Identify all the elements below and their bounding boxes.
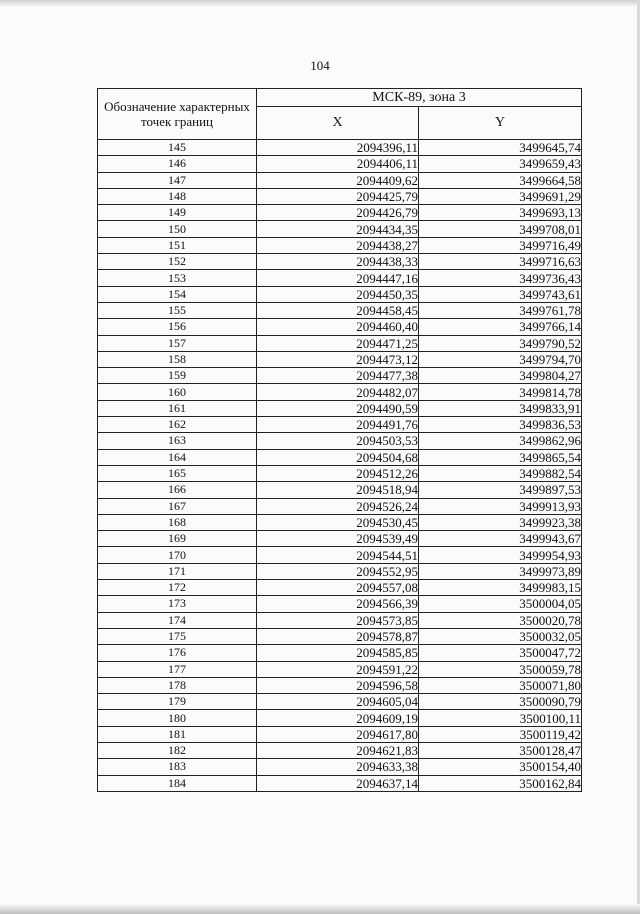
x-coordinate-cell: 2094573,85: [257, 612, 419, 628]
header-y: Y: [419, 107, 582, 140]
y-coordinate-cell: 3499693,13: [419, 205, 582, 221]
x-coordinate-cell: 2094552,95: [257, 563, 419, 579]
table-row: [98, 694, 582, 710]
point-label-cell: 181: [98, 726, 257, 742]
y-coordinate-cell: 3499804,27: [419, 368, 582, 384]
table-row: [98, 270, 582, 286]
point-label-cell: 176: [98, 645, 257, 661]
x-coordinate-cell: 2094512,26: [257, 465, 419, 481]
y-coordinate-cell: 3499836,53: [419, 417, 582, 433]
y-coordinate-cell: 3500047,72: [419, 645, 582, 661]
x-coordinate-cell: 2094458,45: [257, 302, 419, 318]
y-coordinate-cell: 3499943,67: [419, 531, 582, 547]
table-row: [98, 368, 582, 384]
table-row: [98, 710, 582, 726]
x-coordinate-cell: 2094426,79: [257, 205, 419, 221]
y-coordinate-cell: 3499865,54: [419, 449, 582, 465]
coordinates-table: [97, 88, 582, 792]
point-label-cell: 153: [98, 270, 257, 286]
x-coordinate-cell: 2094621,83: [257, 742, 419, 758]
table-row: [98, 188, 582, 204]
y-coordinate-cell: 3499691,29: [419, 188, 582, 204]
y-coordinate-cell: 3500154,40: [419, 759, 582, 775]
point-label-cell: 171: [98, 563, 257, 579]
y-coordinate-cell: 3499794,70: [419, 351, 582, 367]
x-coordinate-cell: 2094490,59: [257, 400, 419, 416]
x-coordinate-cell: 2094633,38: [257, 759, 419, 775]
table-row: [98, 628, 582, 644]
x-coordinate-cell: 2094491,76: [257, 417, 419, 433]
y-coordinate-cell: 3499954,93: [419, 547, 582, 563]
point-label-cell: 183: [98, 759, 257, 775]
point-label-cell: 180: [98, 710, 257, 726]
y-coordinate-cell: 3499664,58: [419, 172, 582, 188]
table-row: [98, 661, 582, 677]
y-coordinate-cell: 3499645,74: [419, 140, 582, 156]
header-x: X: [257, 107, 419, 140]
table-row: [98, 140, 582, 156]
point-label-cell: 147: [98, 172, 257, 188]
x-coordinate-cell: 2094518,94: [257, 482, 419, 498]
y-coordinate-cell: 3499814,78: [419, 384, 582, 400]
y-coordinate-cell: 3500162,84: [419, 775, 582, 791]
x-coordinate-cell: 2094409,62: [257, 172, 419, 188]
point-label-cell: 175: [98, 628, 257, 644]
header-point-label: Обозначение характерных точек границ: [98, 89, 257, 140]
y-coordinate-cell: 3500059,78: [419, 661, 582, 677]
y-coordinate-cell: 3499790,52: [419, 335, 582, 351]
x-coordinate-cell: 2094544,51: [257, 547, 419, 563]
table-row: [98, 156, 582, 172]
table-row: [98, 417, 582, 433]
table-row: [98, 726, 582, 742]
table-row: [98, 319, 582, 335]
table-row: [98, 612, 582, 628]
point-label-cell: 157: [98, 335, 257, 351]
table-row: [98, 172, 582, 188]
point-label-cell: 179: [98, 694, 257, 710]
y-coordinate-cell: 3500032,05: [419, 628, 582, 644]
x-coordinate-cell: 2094609,19: [257, 710, 419, 726]
table-row: [98, 563, 582, 579]
y-coordinate-cell: 3500020,78: [419, 612, 582, 628]
x-coordinate-cell: 2094585,85: [257, 645, 419, 661]
x-coordinate-cell: 2094396,11: [257, 140, 419, 156]
point-label-cell: 178: [98, 677, 257, 693]
x-coordinate-cell: 2094591,22: [257, 661, 419, 677]
x-coordinate-cell: 2094473,12: [257, 351, 419, 367]
point-label-cell: 146: [98, 156, 257, 172]
y-coordinate-cell: 3499913,93: [419, 498, 582, 514]
point-label-cell: 164: [98, 449, 257, 465]
table-row: [98, 335, 582, 351]
y-coordinate-cell: 3499897,53: [419, 482, 582, 498]
table-row: [98, 580, 582, 596]
y-coordinate-cell: 3499983,15: [419, 580, 582, 596]
table-row: [98, 514, 582, 530]
x-coordinate-cell: 2094425,79: [257, 188, 419, 204]
table-row: [98, 205, 582, 221]
table-row: [98, 596, 582, 612]
x-coordinate-cell: 2094406,11: [257, 156, 419, 172]
x-coordinate-cell: 2094438,33: [257, 254, 419, 270]
point-label-cell: 160: [98, 384, 257, 400]
table-row: [98, 498, 582, 514]
table-row: [98, 449, 582, 465]
table-row: [98, 677, 582, 693]
table-row: [98, 221, 582, 237]
y-coordinate-cell: 3500090,79: [419, 694, 582, 710]
point-label-cell: 152: [98, 254, 257, 270]
x-coordinate-cell: 2094557,08: [257, 580, 419, 596]
y-coordinate-cell: 3499833,91: [419, 400, 582, 416]
x-coordinate-cell: 2094503,53: [257, 433, 419, 449]
x-coordinate-cell: 2094438,27: [257, 237, 419, 253]
x-coordinate-cell: 2094578,87: [257, 628, 419, 644]
point-label-cell: 173: [98, 596, 257, 612]
point-label-cell: 155: [98, 302, 257, 318]
x-coordinate-cell: 2094596,58: [257, 677, 419, 693]
point-label-cell: 159: [98, 368, 257, 384]
y-coordinate-cell: 3499716,49: [419, 237, 582, 253]
table-row: [98, 645, 582, 661]
x-coordinate-cell: 2094434,35: [257, 221, 419, 237]
table-row: [98, 759, 582, 775]
scan-edge-top: [0, 0, 640, 7]
x-coordinate-cell: 2094566,39: [257, 596, 419, 612]
point-label-cell: 172: [98, 580, 257, 596]
point-label-cell: 161: [98, 400, 257, 416]
page-number: 104: [310, 58, 330, 73]
point-label-cell: 177: [98, 661, 257, 677]
y-coordinate-cell: 3499973,89: [419, 563, 582, 579]
x-coordinate-cell: 2094477,38: [257, 368, 419, 384]
table-row: [98, 237, 582, 253]
header-coordinate-system: МСК-89, зона 3: [257, 89, 582, 107]
x-coordinate-cell: 2094530,45: [257, 514, 419, 530]
y-coordinate-cell: 3499761,78: [419, 302, 582, 318]
point-label-cell: 182: [98, 742, 257, 758]
point-label-cell: 154: [98, 286, 257, 302]
scan-edge-bottom: [0, 904, 640, 914]
y-coordinate-cell: 3500119,42: [419, 726, 582, 742]
y-coordinate-cell: 3499743,61: [419, 286, 582, 302]
point-label-cell: 170: [98, 547, 257, 563]
point-label-cell: 148: [98, 188, 257, 204]
table-row: [98, 302, 582, 318]
x-coordinate-cell: 2094605,04: [257, 694, 419, 710]
y-coordinate-cell: 3499862,96: [419, 433, 582, 449]
y-coordinate-cell: 3499736,43: [419, 270, 582, 286]
point-label-cell: 145: [98, 140, 257, 156]
x-coordinate-cell: 2094526,24: [257, 498, 419, 514]
table-row: [98, 254, 582, 270]
point-label-cell: 166: [98, 482, 257, 498]
point-label-cell: 151: [98, 237, 257, 253]
x-coordinate-cell: 2094637,14: [257, 775, 419, 791]
x-coordinate-cell: 2094447,16: [257, 270, 419, 286]
table-row: [98, 400, 582, 416]
table-row: [98, 351, 582, 367]
x-coordinate-cell: 2094450,35: [257, 286, 419, 302]
y-coordinate-cell: 3500128,47: [419, 742, 582, 758]
table-row: [98, 433, 582, 449]
y-coordinate-cell: 3499659,43: [419, 156, 582, 172]
point-label-cell: 162: [98, 417, 257, 433]
point-label-cell: 163: [98, 433, 257, 449]
table-row: [98, 286, 582, 302]
table-row: [98, 482, 582, 498]
point-label-cell: 184: [98, 775, 257, 791]
point-label-cell: 167: [98, 498, 257, 514]
point-label-cell: 174: [98, 612, 257, 628]
point-label-cell: 158: [98, 351, 257, 367]
x-coordinate-cell: 2094617,80: [257, 726, 419, 742]
table-row: [98, 742, 582, 758]
point-label-cell: 149: [98, 205, 257, 221]
point-label-cell: 168: [98, 514, 257, 530]
y-coordinate-cell: 3499716,63: [419, 254, 582, 270]
point-label-cell: 165: [98, 465, 257, 481]
point-label-cell: 169: [98, 531, 257, 547]
y-coordinate-cell: 3500100,11: [419, 710, 582, 726]
y-coordinate-cell: 3499882,54: [419, 465, 582, 481]
x-coordinate-cell: 2094539,49: [257, 531, 419, 547]
table-row: [98, 775, 582, 791]
y-coordinate-cell: 3499923,38: [419, 514, 582, 530]
table-row: [98, 384, 582, 400]
table-row: [98, 547, 582, 563]
y-coordinate-cell: 3500071,80: [419, 677, 582, 693]
y-coordinate-cell: 3499766,14: [419, 319, 582, 335]
x-coordinate-cell: 2094482,07: [257, 384, 419, 400]
table-row: [98, 531, 582, 547]
table-row: [98, 465, 582, 481]
x-coordinate-cell: 2094460,40: [257, 319, 419, 335]
x-coordinate-cell: 2094504,68: [257, 449, 419, 465]
y-coordinate-cell: 3500004,05: [419, 596, 582, 612]
point-label-cell: 150: [98, 221, 257, 237]
y-coordinate-cell: 3499708,01: [419, 221, 582, 237]
x-coordinate-cell: 2094471,25: [257, 335, 419, 351]
point-label-cell: 156: [98, 319, 257, 335]
